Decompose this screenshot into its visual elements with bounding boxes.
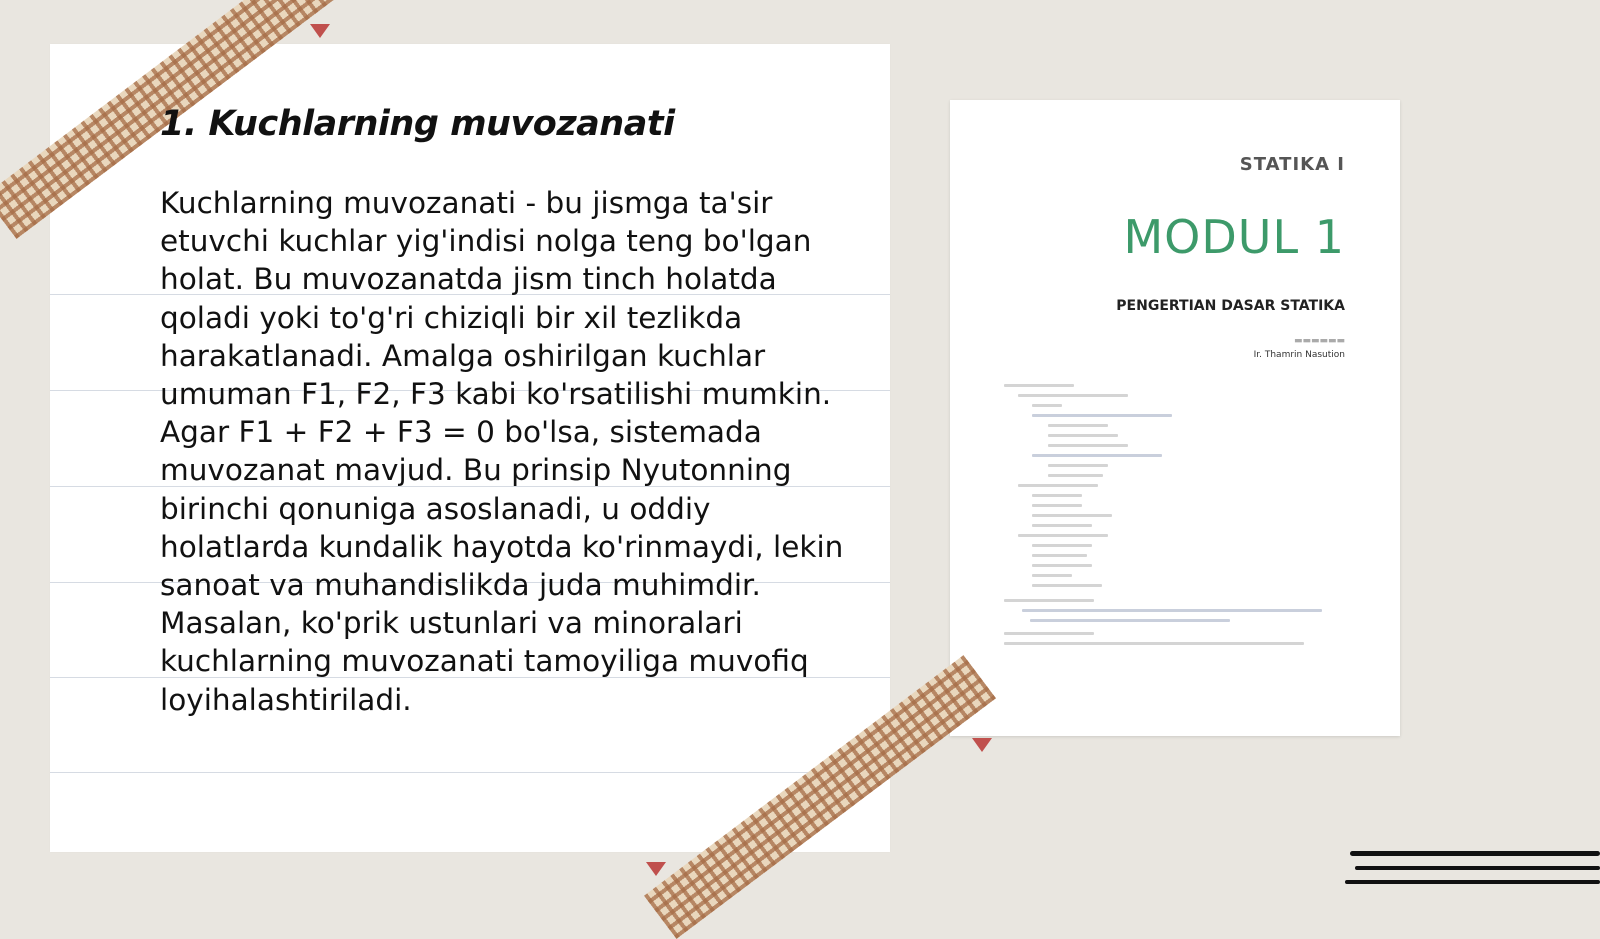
pin-icon [310, 24, 330, 38]
cover-author-label: ▬▬▬▬▬▬ [1293, 336, 1345, 346]
cover-subtitle: PENGERTIAN DASAR STATIKA [1116, 298, 1345, 314]
slide-body-text: Kuchlarning muvozanati - bu jismga ta'sir etuvchi kuchlar yig'indisi nolga teng bo'lgan holat. Bu muvozanatda jism tinch holatda qoladi yoki to'g'ri chiziqli bir xil tezlikda harakatlanadi. Amalga oshirilgan kuchlar umuman F1, F2, F3 kabi ko'rsatilishi mumkin. Agar F1 + F2 + F3 = 0 bo'lsa, sistemada muvozanat mavjud. Bu prinsip Nyutonning birinchi qonuniga asoslanadi, u oddiy holatlarda kundalik hayotda ko'rinmaydi, lekin sanoat va muhandislikda juda muhimdir. Masalan, ko'prik ustunlari va minoralari kuchlarning muvozanati tamoyiliga muvofiq loyihalashtiriladi. [160, 186, 844, 717]
cover-module-title: MODUL 1 [1123, 210, 1345, 264]
pin-icon [646, 862, 666, 876]
cover-table-of-contents [1004, 384, 1334, 652]
cover-series: STATIKA I [1239, 154, 1345, 175]
ruled-line [50, 772, 890, 773]
brush-stroke [1345, 880, 1600, 884]
slide-title: 1. Kuchlarning muvozanati [160, 104, 675, 144]
cover-author: Ir. Thamrin Nasution [1253, 350, 1345, 360]
module-cover-image [950, 100, 1400, 736]
pin-icon [972, 738, 992, 752]
brush-stroke [1350, 851, 1600, 856]
brush-stroke [1355, 866, 1600, 870]
